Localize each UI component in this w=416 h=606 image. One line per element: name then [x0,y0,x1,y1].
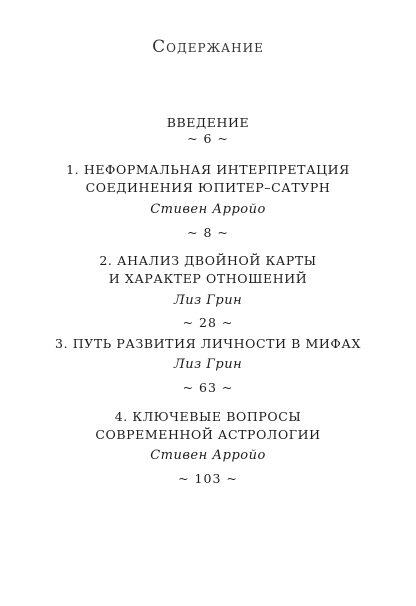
chapter-3-author: Лиз Грин [173,357,243,372]
chapter-1-title-line1: 1. НЕФОРМАЛЬНАЯ ИНТЕРПРЕТАЦИЯ [66,162,350,177]
chapter-2-title-line2: И ХАРАКТЕР ОТНОШЕНИЙ [108,271,308,286]
chapter-2-title-line1: 2. АНАЛИЗ ДВОЙНОЙ КАРТЫ [99,253,317,268]
chapter-4-title-line2: СОВРЕМЕННОЙ АСТРОЛОГИИ [95,427,321,442]
chapter-4-author: Стивен Арройо [150,448,266,463]
chapter-4-page-number: ~ 103 ~ [178,471,238,486]
intro-heading: ВВЕДЕНИЕ [166,115,250,130]
chapter-3-page-number: ~ 63 ~ [182,380,234,395]
chapter-1-page-number: ~ 8 ~ [187,225,229,240]
toc-title: Содержание [152,37,264,57]
chapter-4-title-line1: 4. КЛЮЧЕВЫЕ ВОПРОСЫ [114,409,302,424]
chapter-3-title-line1: 3. ПУТЬ РАЗВИТИЯ ЛИЧНОСТИ В МИФАХ [55,336,361,351]
chapter-2-author: Лиз Грин [173,293,243,308]
chapter-1-author: Стивен Арройо [150,202,266,217]
chapter-1-title-line2: СОЕДИНЕНИЯ ЮПИТЕР–САТУРН [85,180,331,195]
chapter-2-page-number: ~ 28 ~ [182,315,234,330]
intro-page-number: ~ 6 ~ [187,131,229,146]
